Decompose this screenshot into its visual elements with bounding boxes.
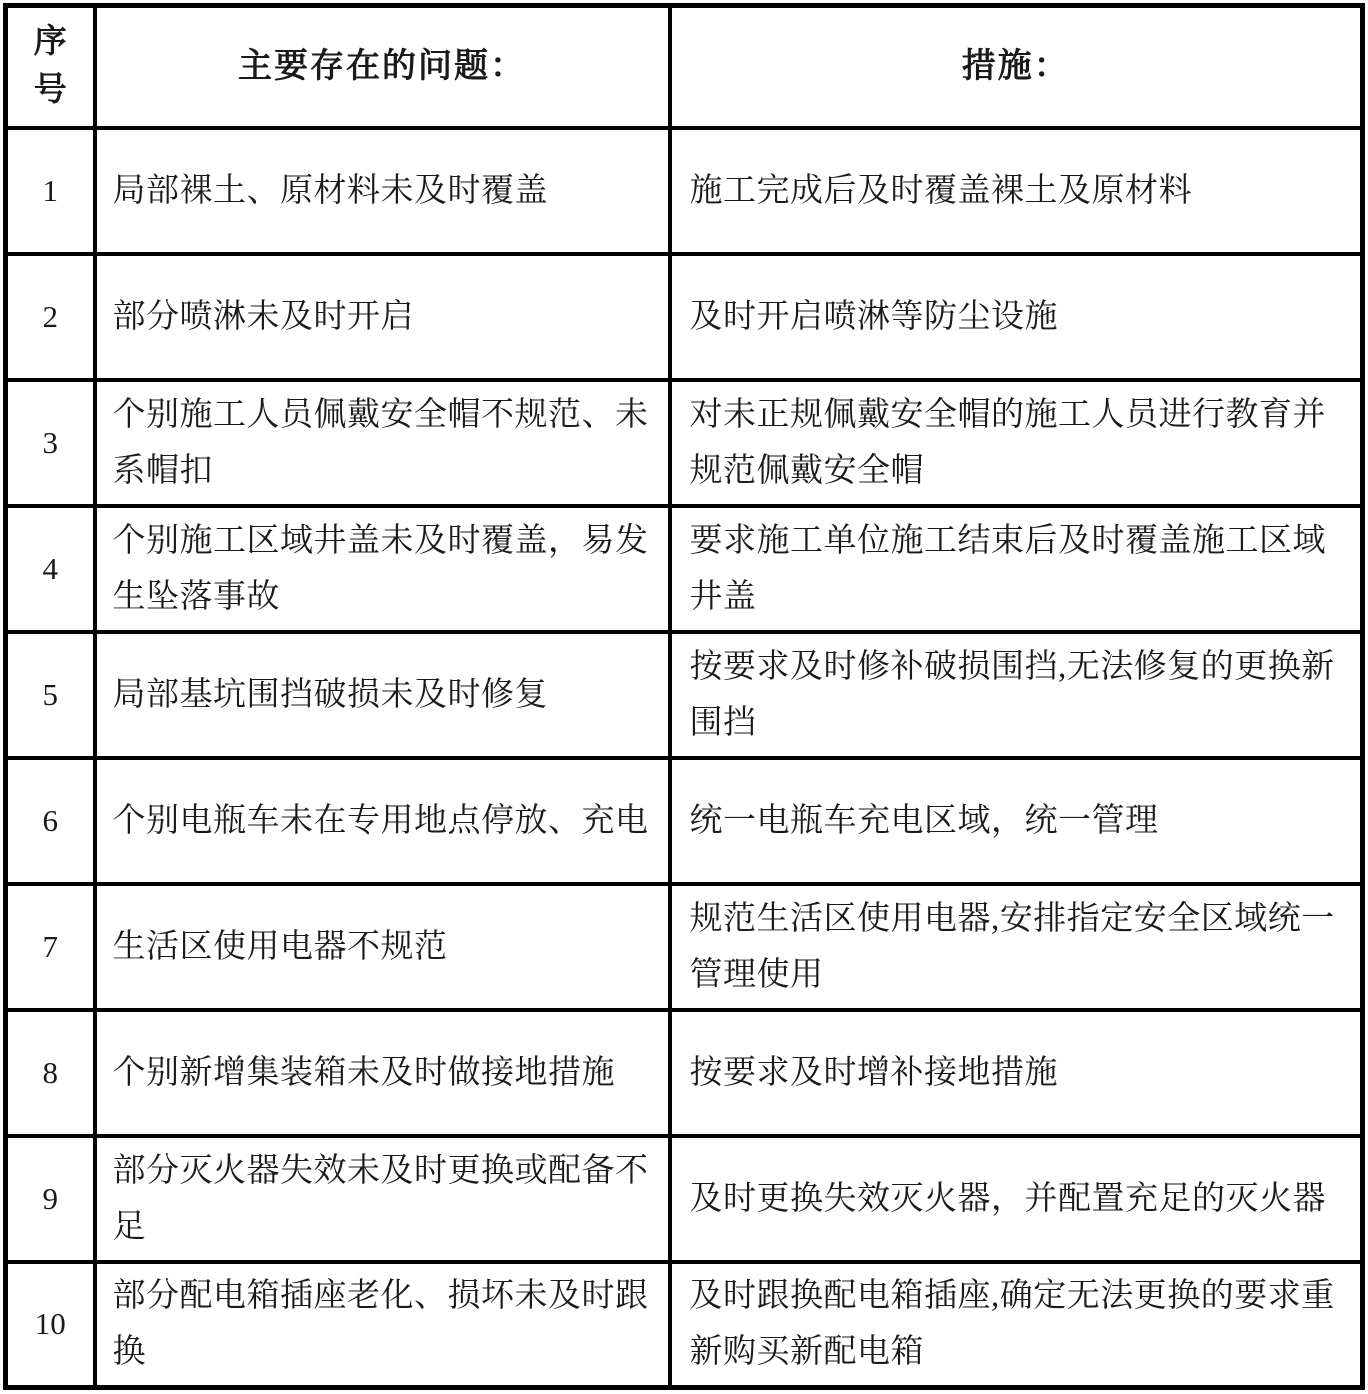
row-number: 2 xyxy=(6,254,95,380)
problem-cell: 个别新增集装箱未及时做接地措施 xyxy=(95,1010,670,1136)
table-row xyxy=(6,1262,1363,1388)
row-number: 5 xyxy=(6,632,95,758)
row-number: 9 xyxy=(6,1136,95,1262)
table-row xyxy=(6,1010,1363,1136)
table-row xyxy=(6,254,1363,380)
table-row xyxy=(6,1136,1363,1262)
row-number: 7 xyxy=(6,884,95,1010)
table-row xyxy=(6,632,1363,758)
row-number: 8 xyxy=(6,1010,95,1136)
header-main-problems: 主要存在的问题： xyxy=(95,6,670,128)
measure-cell: 按要求及时修补破损围挡,无法修复的更换新围挡 xyxy=(670,632,1363,758)
measure-cell: 按要求及时增补接地措施 xyxy=(670,1010,1363,1136)
table-row xyxy=(6,128,1363,254)
row-number: 4 xyxy=(6,506,95,632)
problem-cell: 个别施工区域井盖未及时覆盖，易发生坠落事故 xyxy=(95,506,670,632)
measure-cell: 统一电瓶车充电区域，统一管理 xyxy=(670,758,1363,884)
problem-cell: 个别电瓶车未在专用地点停放、充电 xyxy=(95,758,670,884)
table-row xyxy=(6,380,1363,506)
problem-cell: 局部基坑围挡破损未及时修复 xyxy=(95,632,670,758)
header-measures: 措施： xyxy=(670,6,1363,128)
table-row xyxy=(6,758,1363,884)
problem-cell: 部分灭火器失效未及时更换或配备不足 xyxy=(95,1136,670,1262)
header-serial-number: 序 号 xyxy=(6,6,95,128)
issues-measures-table xyxy=(3,3,1365,1390)
table-header-row xyxy=(6,6,1363,128)
row-number: 3 xyxy=(6,380,95,506)
row-number: 6 xyxy=(6,758,95,884)
measure-cell: 规范生活区使用电器,安排指定安全区域统一管理使用 xyxy=(670,884,1363,1010)
measure-cell: 施工完成后及时覆盖裸土及原材料 xyxy=(670,128,1363,254)
problem-cell: 局部裸土、原材料未及时覆盖 xyxy=(95,128,670,254)
measure-cell: 对未正规佩戴安全帽的施工人员进行教育并规范佩戴安全帽 xyxy=(670,380,1363,506)
problem-cell: 部分配电箱插座老化、损坏未及时跟换 xyxy=(95,1262,670,1388)
row-number: 10 xyxy=(6,1262,95,1388)
problem-cell: 部分喷淋未及时开启 xyxy=(95,254,670,380)
measure-cell: 及时开启喷淋等防尘设施 xyxy=(670,254,1363,380)
table-row xyxy=(6,506,1363,632)
table-row xyxy=(6,884,1363,1010)
problem-cell: 个别施工人员佩戴安全帽不规范、未系帽扣 xyxy=(95,380,670,506)
row-number: 1 xyxy=(6,128,95,254)
problem-cell: 生活区使用电器不规范 xyxy=(95,884,670,1010)
measure-cell: 及时跟换配电箱插座,确定无法更换的要求重新购买新配电箱 xyxy=(670,1262,1363,1388)
measure-cell: 及时更换失效灭火器，并配置充足的灭火器 xyxy=(670,1136,1363,1262)
measure-cell: 要求施工单位施工结束后及时覆盖施工区域井盖 xyxy=(670,506,1363,632)
